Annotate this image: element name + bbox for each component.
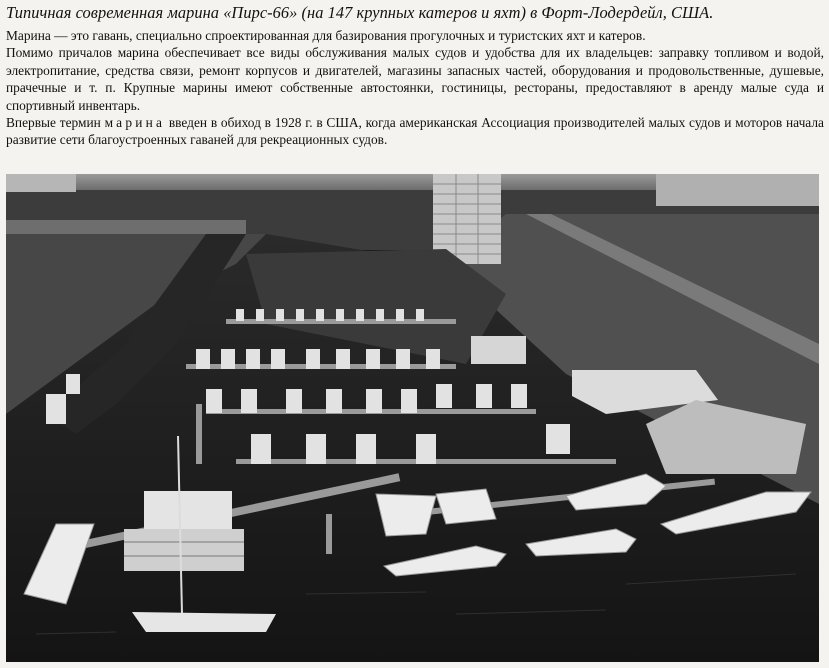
right-towers [656,174,819,206]
paragraph-definition: Марина — это гавань, специально спроектированная для базирования прогулочных и туристских яхт и катеров. [6,28,646,43]
history-text-end: введен в обиход в 1928 г. в США, когда американская Ассоциация производителей малых судов и моторов начала развитие сети благоустроенных гаваней для рекреационных судов. [6,115,824,148]
club-building [471,336,526,364]
spaced-term: марина [104,115,166,131]
paragraph-services: Помимо причалов марина обеспечивает все виды обслуживания малых судов и удобства для их владельцев: заправку топливом и водой, электропитание, средства связи, ремонт корпусов и двигателей, магазины запасных частей, оборудования и продовольственные, душевые, прачечные и т. п. Крупные марины имеют собственные автостоянки, гостиницы, рестораны, предоставляют в аренду малые суда и спортивный инвентарь. [6,45,824,113]
marina-aerial-photo [6,174,819,662]
article-body [6,27,824,149]
dock-house [144,491,232,529]
left-tower [6,174,76,192]
paragraph-history [6,114,824,149]
history-text-start: Впервые термин [6,115,105,131]
photo-caption: Типичная современная марина «Пирс-66» (на 147 крупных катеров и яхт) в Форт-Лодердейл, США. [6,3,714,22]
sailboat-hull [132,612,276,632]
marina-illustration [6,174,819,662]
dock-house-lower [124,529,244,571]
